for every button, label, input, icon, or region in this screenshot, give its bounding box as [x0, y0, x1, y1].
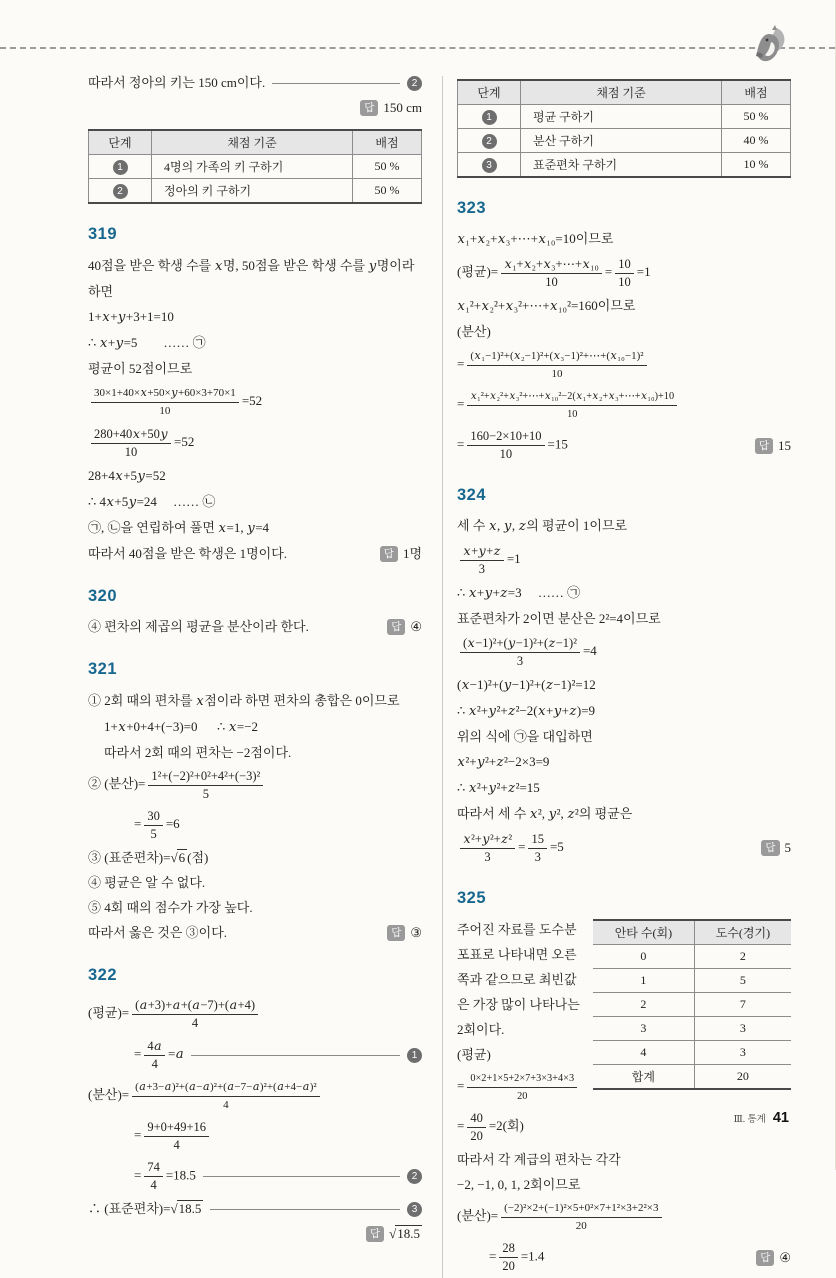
table-cell: 4명의 가족의 키 구하기: [152, 155, 353, 179]
table-header-row: [593, 920, 791, 945]
solution-line: [88, 305, 422, 330]
solution-line: [88, 96, 422, 120]
solution-line: [88, 1197, 422, 1221]
problem-number: 323: [457, 199, 487, 217]
table-cell: 3: [694, 1041, 791, 1065]
answer: [751, 839, 791, 857]
line-text: 28+4x+5y=52: [88, 468, 166, 484]
solution-line: [457, 1198, 791, 1237]
step-marker-icon: 1: [482, 110, 497, 125]
fraction: $\frac{28}{20}$: [499, 1241, 518, 1274]
answer-badge: 답: [387, 925, 405, 941]
table-cell: [458, 129, 521, 153]
line-text: 위의 식에 ㉠을 대입하면: [457, 729, 593, 744]
problem-number: 321: [88, 660, 118, 678]
line-text: = $\frac{4a}{4}$ =a: [134, 1038, 184, 1071]
solution-line: [88, 71, 422, 95]
table-cell: 3: [593, 1017, 694, 1041]
step-marker-icon: 3: [482, 158, 497, 173]
solution-line: [457, 320, 791, 344]
solution-line: [88, 382, 422, 422]
line-text: ② (분산)= $\frac{\text{1²+(−2)²+0²+4²+(−3)²}}{5}$: [88, 776, 266, 791]
fraction: $\frac{x+y+z}{3}$: [460, 543, 504, 577]
solution-line: [134, 806, 422, 845]
solution-line: [88, 331, 422, 356]
step-marker-icon: 1: [113, 160, 128, 175]
solution-line: [88, 994, 422, 1034]
fraction: $\frac{\text{1²+(−2)²+0²+4²+(−3)²}}{5}$: [148, 769, 263, 802]
problem-number: 325: [457, 889, 487, 907]
line-text: = $\frac{28}{20}$ =1.4: [489, 1241, 545, 1273]
answer-text: ④: [779, 1249, 791, 1265]
line-text: ㉠, ㉡을 연립하여 풀면 x=1, y=4: [88, 520, 270, 536]
fraction: $\frac{\text{x₁+x₂+x₃+⋯+x₁₀}}{10}$: [501, 256, 602, 290]
line-text: 따라서 2회 때의 편차는 −2점이다.: [104, 745, 292, 760]
table-cell: 50 %: [353, 155, 422, 179]
footer-chapter-label: Ⅲ. 통계: [733, 1115, 766, 1125]
table-cell: [458, 153, 521, 178]
line-text: x²+y²+z²−2×3=9: [457, 754, 550, 770]
top-dashed-rule: [0, 47, 835, 49]
answer: [350, 99, 422, 117]
answer: [356, 1225, 422, 1243]
line-text: 40점을 받은 학생 수를 x명, 50점을 받은 학생 수를 y명이라 하면: [88, 258, 418, 299]
table-row: [89, 179, 422, 204]
fraction: $\frac{\text{(−2)²×2+(−1)²×5+0²×7+1²×3+2²×3}}{20}$: [501, 1201, 661, 1234]
frequency-table: [593, 919, 791, 1090]
solution-line: [88, 542, 422, 566]
line-text: ∴ x²+y²+z²=15: [457, 780, 540, 796]
line-text: (평균): [457, 1047, 491, 1062]
fraction: $\frac{15}{3}$: [528, 832, 547, 865]
solution-line: [88, 896, 422, 920]
left-column: [88, 70, 422, 1278]
solution-line: [134, 1117, 422, 1156]
fraction: $\frac{30}{5}$: [144, 809, 163, 842]
solution-line: [457, 725, 791, 749]
line-text: = $\frac{9+0+49+16}{4}$: [134, 1127, 212, 1142]
line-text: 1+x+y+3+1=10: [88, 309, 174, 325]
column-header: 배점: [722, 80, 791, 105]
line-text: ∴ (표준편차)=√18.5: [88, 1201, 202, 1216]
column-header: 단계: [89, 130, 152, 155]
solution-line: [489, 1238, 791, 1277]
step-marker-icon: 2: [407, 1169, 422, 1184]
solution-line: [457, 632, 791, 672]
table-cell: 표준편차 구하기: [521, 153, 722, 178]
answer-badge: 답: [755, 438, 773, 454]
step-marker-icon: 1: [407, 1048, 422, 1063]
table-cell: 20: [694, 1065, 791, 1090]
table-cell: 50 %: [353, 179, 422, 204]
table-row: [458, 105, 791, 129]
table-header-row: [89, 130, 422, 155]
table-cell: [458, 105, 521, 129]
table-cell: [89, 155, 152, 179]
column-header: 채점 기준: [521, 80, 722, 105]
line-text: −2, −1, 0, 1, 2회이므로: [457, 1177, 581, 1192]
table-cell: 4: [593, 1041, 694, 1065]
solution-line: [457, 673, 791, 698]
line-text: = $\frac{0\times 2+1\times 5+2\times 7+3\times 3+4\times 3}{20}$: [457, 1078, 580, 1093]
line-text: (평균)= $\frac{\text{x₁+x₂+x₃+⋯+x₁₀}}{10}$ = $\frac{10}{10}$ =1: [457, 256, 651, 289]
line-text: $\frac{280+40x+50y}{10}$ =52: [88, 434, 194, 449]
answer: [745, 437, 791, 455]
line-text: 평균이 52점이므로: [88, 361, 193, 376]
fraction: $\frac{9+0+49+16}{4}$: [144, 1120, 209, 1153]
solution-line: [88, 490, 422, 515]
answer-badge: 답: [387, 619, 405, 635]
line-text: $\frac{\text{(x−1)²+(y−1)²+(z−1)²}}{3}$ =4: [457, 643, 597, 658]
solution-line: [88, 1076, 422, 1116]
fraction: $\frac{4a}{4}$: [144, 1038, 165, 1072]
line-text: $\frac{x+y+z}{3}$ =1: [457, 551, 521, 566]
answer-text: ③: [410, 925, 422, 940]
table-cell: 합계: [593, 1065, 694, 1090]
answer-text: [389, 1225, 422, 1243]
solution-line: [457, 514, 791, 539]
solution-line: [457, 750, 791, 775]
table-cell: 정아의 키 구하기: [152, 179, 353, 204]
solution-line: [457, 1148, 791, 1172]
table-cell: 3: [694, 1017, 791, 1041]
solution-line: [457, 828, 791, 868]
problem-number: 322: [88, 966, 118, 984]
footer-page-number: 41: [772, 1110, 789, 1126]
table-cell: 7: [694, 993, 791, 1017]
answer-badge: 답: [366, 1226, 384, 1242]
problem-number: 320: [88, 587, 118, 605]
line-text: ∴ x+y+z=3 …… ㉠: [457, 585, 581, 601]
line-text: = $\frac{160-2\times 10+10}{10}$ =15: [457, 429, 568, 461]
line-text: = $\frac{\text{x₁²+x₂²+x₃²+⋯+x₁₀²−2(x₁+x₂+x₃+⋯+x₁₀)+10}}{10}$: [457, 396, 680, 411]
leader-line: [210, 1209, 400, 1210]
line-text: ∴ x+y=5 …… ㉠: [88, 335, 206, 351]
line-text: x₁+x₂+x₃+⋯+x₁₀=10이므로: [457, 231, 614, 247]
grading-table: [88, 129, 422, 204]
table-header: [89, 130, 422, 155]
table-header: [458, 80, 791, 105]
answer-badge: 답: [380, 546, 398, 562]
solution-line: [88, 1222, 422, 1246]
table-cell: 50 %: [722, 105, 791, 129]
solution-line: [457, 1173, 791, 1197]
answer-badge: 답: [360, 100, 378, 116]
column-header: 안타 수(회): [593, 920, 694, 945]
table-cell: 2: [694, 945, 791, 969]
solution-line: [88, 423, 422, 463]
line-text: ④ 편차의 제곱의 평균을 분산이라 한다.: [88, 619, 309, 634]
line-text: 따라서 옳은 것은 ③이다.: [88, 925, 228, 940]
solution-line: [88, 766, 422, 805]
table-cell: 1: [593, 969, 694, 993]
line-text: 따라서 세 수 x², y², z²의 평균은: [457, 806, 633, 822]
line-text: = $\frac{30}{5}$ =6: [134, 809, 180, 841]
fraction: $\frac{\text{x₁²+x₂²+x₃²+⋯+x₁₀²−2(x₁+x₂+x₃+⋯+x₁₀)+10}}{10}$: [467, 389, 677, 422]
line-text: ∴ 4x+5y=24 …… ㉡: [88, 494, 216, 510]
line-text: (분산): [457, 324, 491, 339]
fraction: $\frac{74}{4}$: [144, 1160, 163, 1193]
answer: [377, 618, 422, 636]
line-text: 따라서 정아의 키는 150 cm이다.: [88, 75, 266, 90]
fraction: $\frac{280+40x+50y}{10}$: [91, 426, 171, 460]
line-text: ⑤ 4회 때의 점수가 가장 높다.: [88, 900, 253, 915]
page-footer: [734, 1110, 789, 1126]
answer-text: 1명: [402, 546, 422, 561]
line-text: = $\frac{\text{(x₁−1)²+(x₂−1)²+(x₃−1)²+⋯+(x₁₀−1)²}}{10}$: [457, 356, 650, 371]
column-divider: [442, 76, 443, 1278]
leader-line: [272, 83, 400, 84]
answer: [370, 545, 422, 563]
solution-line: [457, 607, 791, 631]
line-text: ④ 평균은 알 수 없다.: [88, 875, 206, 890]
line-text: 표준편차가 2이면 분산은 2²=4이므로: [457, 611, 661, 626]
fraction: $\frac{40}{20}$: [467, 1111, 486, 1144]
table-body: [89, 155, 422, 204]
fraction: $\frac{\text{x²+y²+z²}}{3}$: [460, 831, 515, 865]
answer-badge: 답: [761, 840, 779, 856]
table-cell: 2: [593, 993, 694, 1017]
table-cell: 10 %: [722, 153, 791, 178]
step-marker-icon: 2: [113, 184, 128, 199]
step-marker-icon: 2: [407, 76, 422, 91]
solution-line: [457, 776, 791, 801]
table-header: [593, 920, 791, 945]
step-marker-icon: 3: [407, 1202, 422, 1217]
table-row: [458, 129, 791, 153]
solution-line: [104, 741, 422, 765]
fraction: $\frac{0\times 2+1\times 5+2\times 7+3\times 3+4\times 3}{20}$: [467, 1071, 577, 1104]
solution-line: [457, 540, 791, 580]
solution-line: [457, 699, 791, 724]
square-root: √18.5: [170, 1201, 202, 1216]
problem-number: 319: [88, 225, 118, 243]
solution-line: [457, 386, 791, 425]
solution-line: [88, 871, 422, 895]
solution-line: [88, 688, 422, 714]
leader-line: [203, 1176, 400, 1177]
solution-line: [104, 715, 422, 740]
solution-line: [457, 426, 791, 465]
right-column: [457, 70, 791, 1278]
solution-line: [457, 253, 791, 293]
answer-text: 5: [784, 840, 791, 855]
line-text: 따라서 40점을 받은 학생은 1명이다.: [88, 546, 288, 561]
solution-line: [88, 464, 422, 489]
table-row: [593, 1041, 791, 1065]
line-text: ③ (표준편차)=√6 (점): [88, 850, 209, 865]
table-body: [593, 945, 791, 1090]
solution-line: [457, 802, 791, 827]
solution-line: [88, 253, 422, 304]
solution-line: [88, 921, 422, 945]
line-text: = $\frac{40}{20}$ =2(회): [457, 1111, 524, 1143]
fraction: $\frac{160-2\times 10+10}{10}$: [467, 429, 544, 462]
fraction: $\frac{\text{(a+3−a)²+(a−a)²+(a−7−a)²+(a+4−a)²}}{4}$: [132, 1079, 320, 1113]
fraction: $\frac{\text{(x₁−1)²+(x₂−1)²+(x₃−1)²+⋯+(x₁₀−1)²}}{10}$: [467, 348, 646, 382]
column-header: 채점 기준: [152, 130, 353, 155]
answer: [377, 924, 422, 942]
fraction: $\frac{\text{(x−1)²+(y−1)²+(z−1)²}}{3}$: [460, 635, 580, 669]
table-row: [593, 1065, 791, 1090]
table-cell: 5: [694, 969, 791, 993]
table-body: [458, 105, 791, 178]
solution-line: [457, 294, 791, 319]
line-text: (x−1)²+(y−1)²+(z−1)²=12: [457, 677, 596, 693]
answer-text: ④: [410, 619, 422, 634]
table-cell: 40 %: [722, 129, 791, 153]
answer-text: 15: [778, 437, 791, 453]
squirrel-mascot-icon: [749, 22, 789, 68]
line-text: $\frac{30\times 1+40\times x+50\times y+60\times 3+70\times 1}{10}$ =52: [88, 393, 262, 408]
table-cell: [89, 179, 152, 204]
table-row: [593, 945, 791, 969]
answer: [746, 1249, 791, 1267]
solution-line: [88, 615, 422, 639]
square-root: √18.5: [389, 1226, 420, 1241]
line-text: ① 2회 때의 편차를 x점이라 하면 편차의 총합은 0이므로: [88, 693, 400, 709]
table-header-row: [458, 80, 791, 105]
square-root: √6: [170, 850, 186, 865]
line-text: 세 수 x, y, z의 평균이 1이므로: [457, 518, 628, 534]
step-marker-icon: 2: [482, 134, 497, 149]
solution-line: [88, 516, 422, 541]
line-text: x₁²+x₂²+x₃²+⋯+x₁₀²=160이므로: [457, 298, 636, 314]
line-text: (분산)= $\frac{\text{(−2)²×2+(−1)²×5+0²×7+1²×3+2²×3}}{20}$: [457, 1208, 665, 1223]
line-text: 1+x+0+4+(−3)=0 ∴ x=−2: [104, 719, 259, 735]
table-row: [593, 993, 791, 1017]
problem-number: 324: [457, 486, 487, 504]
column-header: 도수(경기): [694, 920, 791, 945]
solution-line: [457, 345, 791, 385]
table-row: [593, 969, 791, 993]
leader-line: [191, 1055, 400, 1056]
table-cell: 평균 구하기: [521, 105, 722, 129]
line-text: (분산)= $\frac{\text{(a+3−a)²+(a−a)²+(a−7−a)²+(a+4−a)²}}{4}$: [88, 1087, 323, 1102]
solution-line: [134, 1157, 422, 1196]
table-row: [89, 155, 422, 179]
table-row: [458, 153, 791, 178]
line-text: $\frac{\text{x²+y²+z²}}{3}$ = $\frac{15}{3}$ =5: [457, 828, 564, 868]
table-cell: 0: [593, 945, 694, 969]
line-text: = $\frac{74}{4}$ =18.5: [134, 1160, 196, 1192]
column-header: 배점: [353, 130, 422, 155]
answer-text: 150 cm: [383, 100, 422, 115]
table-cell: 분산 구하기: [521, 129, 722, 153]
line-text: (평균)= $\frac{(a+3)+a+(a-7)+(a+4)}{4}$: [88, 1005, 261, 1020]
solution-line: [88, 846, 422, 870]
answer-badge: 답: [756, 1250, 774, 1266]
solution-line: [88, 357, 422, 381]
table-row: [593, 1017, 791, 1041]
fraction: $\frac{(a+3)+a+(a-7)+(a+4)}{4}$: [132, 997, 258, 1031]
solution-line: [457, 227, 791, 252]
solution-line: [457, 581, 791, 606]
fraction: $\frac{30\times 1+40\times x+50\times y+60\times 3+70\times 1}{10}$: [91, 385, 239, 419]
line-text: 따라서 각 계급의 편차는 각각: [457, 1152, 621, 1167]
line-text: ∴ x²+y²+z²−2(x+y+z)=9: [457, 703, 596, 719]
fraction: $\frac{10}{10}$: [615, 257, 634, 290]
line-text: 주어진 자료를 도수분포표로 나타내면 오른쪽과 같으므로 최빈값은 가장 많이 나타나는 2회이다.: [457, 922, 584, 1037]
grading-table: [457, 79, 791, 178]
column-header: 단계: [458, 80, 521, 105]
solution-line: [134, 1035, 422, 1075]
